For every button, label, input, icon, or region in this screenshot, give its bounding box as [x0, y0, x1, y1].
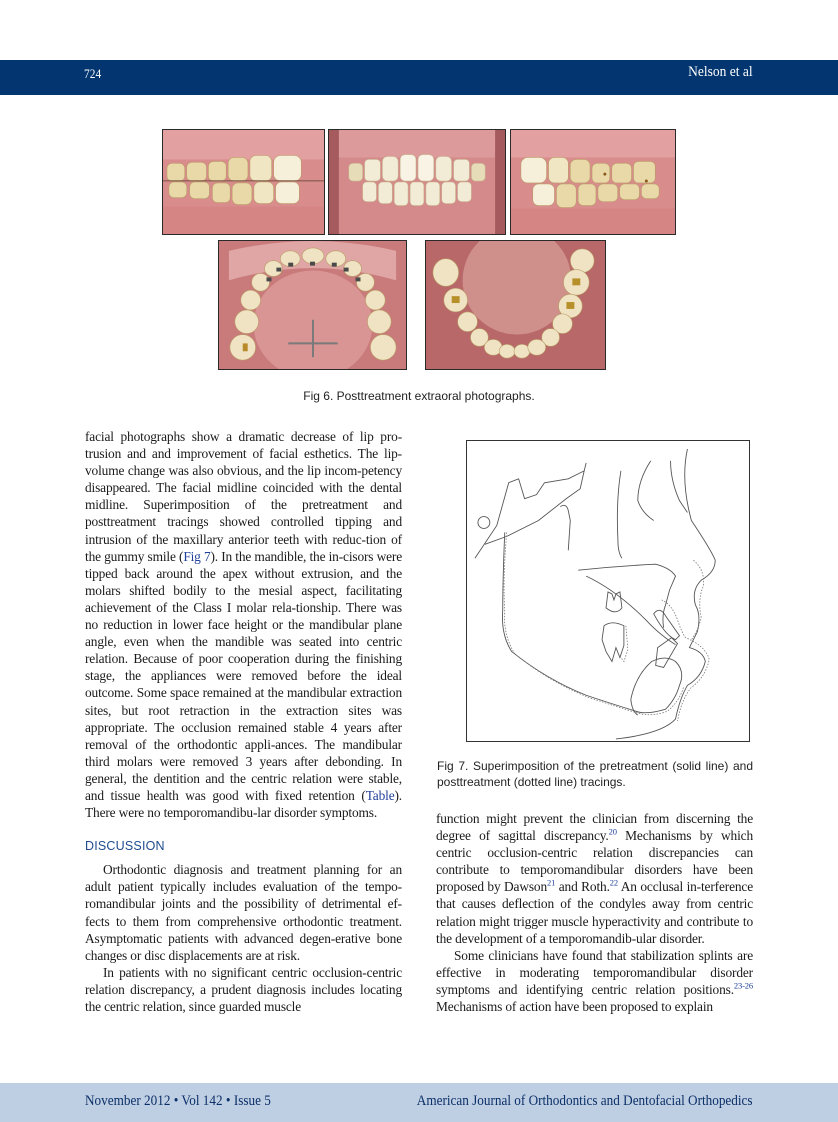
- photo-maxillary-occlusal: [218, 240, 407, 370]
- reference-link[interactable]: 23-26: [733, 980, 753, 991]
- page-header: [0, 60, 838, 95]
- intraoral-photo-image: [426, 241, 605, 369]
- issue-info: November 2012 • Vol 142 • Issue 5: [85, 1093, 271, 1109]
- figure-7-link[interactable]: Fig 7: [183, 548, 211, 564]
- table-link[interactable]: Table: [365, 787, 395, 803]
- section-heading-discussion: DISCUSSION: [85, 839, 165, 854]
- page-number: 724: [84, 66, 102, 81]
- body-paragraph: facial photographs show a dramatic decrease of lip pro-trusion and and improvement of facial esthetics. The lip-volume change was also obvious, and the lip incom-petency disappeared. The facial midline coincided with the dental midline. Superimposition of the pretreatment and posttreatment tracings showed controlled tipping and intrusion of the maxillary anterior teeth with reduc-tion of the gummy smile (Fig 7). In the mandible, the in-cisors were tipped back around the apex without extrusion, and the molars shifted bodily to the mesial aspect, facilitating achievement of the Class I molar rela-tionship. There was no reduction in lower face height or the mandibular plane angle, even when the mandible was seated into centric relation. Because of poor cooperation during the finishing stage, the appliances were removed before the ideal outcome. Some space remained at the mandibular extraction sites, but root retraction in the extraction sites was appropriate. The occlusion remained stable 4 years after removal of the orthodontic appli-ances. The mandibular third molars were removed 3 years after debonding. In general, the dentition and the centric relation were stable, and tissue health was good with fixed retention (Table). There were no temporomandibu-lar disorder symptoms.: [85, 429, 403, 821]
- page-footer: [0, 1083, 838, 1122]
- left-column: [85, 428, 402, 1015]
- body-paragraph: Some clinicians have found that stabilization splints are effective in moderating temporomandibular disorder symptoms and identifying centric relation positions.$^{23-26}$ Mechanisms of action have been proposed to explain: [436, 947, 753, 1015]
- photo-frontal: [328, 129, 506, 235]
- reference-link[interactable]: 21: [547, 877, 556, 888]
- intraoral-photo-image: [163, 130, 324, 234]
- reference-link[interactable]: 22: [609, 877, 618, 888]
- figure-7-cephalometric-tracing: [466, 440, 750, 742]
- cephalometric-superimposition-drawing: [467, 441, 749, 741]
- photo-right-buccal: [162, 129, 325, 235]
- journal-name: American Journal of Orthodontics and Dentofacial Orthopedics: [417, 1093, 753, 1109]
- right-column: [436, 810, 753, 1015]
- intraoral-photo-image: [329, 130, 505, 234]
- intraoral-photo-image: [511, 130, 675, 234]
- photo-left-buccal: [510, 129, 676, 235]
- running-head-authors: Nelson et al: [688, 64, 753, 80]
- body-paragraph: function might prevent the clinician from discerning the degree of sagittal discrepancy.$^{20}$ Mechanisms by which centric occlusion-centric relation discrepancies can contribute to temporomandibular disorders have been proposed by Dawson$^{21}$ and Roth.$^{22}$ An occlusal in-terference that causes deflection of the condyles away from centric relation might trigger muscle hyperactivity and contribute to the development of a temporomandib-ular disorder.: [436, 811, 753, 946]
- figure-7-caption: Fig 7. Superimposition of the pretreatment (solid line) and posttreatment (dotted line) tracings.: [437, 759, 753, 789]
- reference-link[interactable]: 20: [608, 826, 617, 837]
- intraoral-photo-image: [219, 241, 406, 369]
- body-paragraph: In patients with no significant centric occlusion-centric relation discrepancy, a prudent diagnosis includes locating the centric relation, since guarded muscle: [85, 964, 402, 1014]
- figure-6-caption: Fig 6. Posttreatment extraoral photographs.: [303, 389, 535, 403]
- photo-mandibular-occlusal: [425, 240, 606, 370]
- body-paragraph: Orthodontic diagnosis and treatment planning for an adult patient typically includes evaluation of the tempo-romandibular joints and the possibility of detrimental ef-fects to them from comprehensive orthodontic treatment. Asymptomatic patients with advanced degen-erative bone changes or disc displacements are at risk.: [85, 862, 402, 963]
